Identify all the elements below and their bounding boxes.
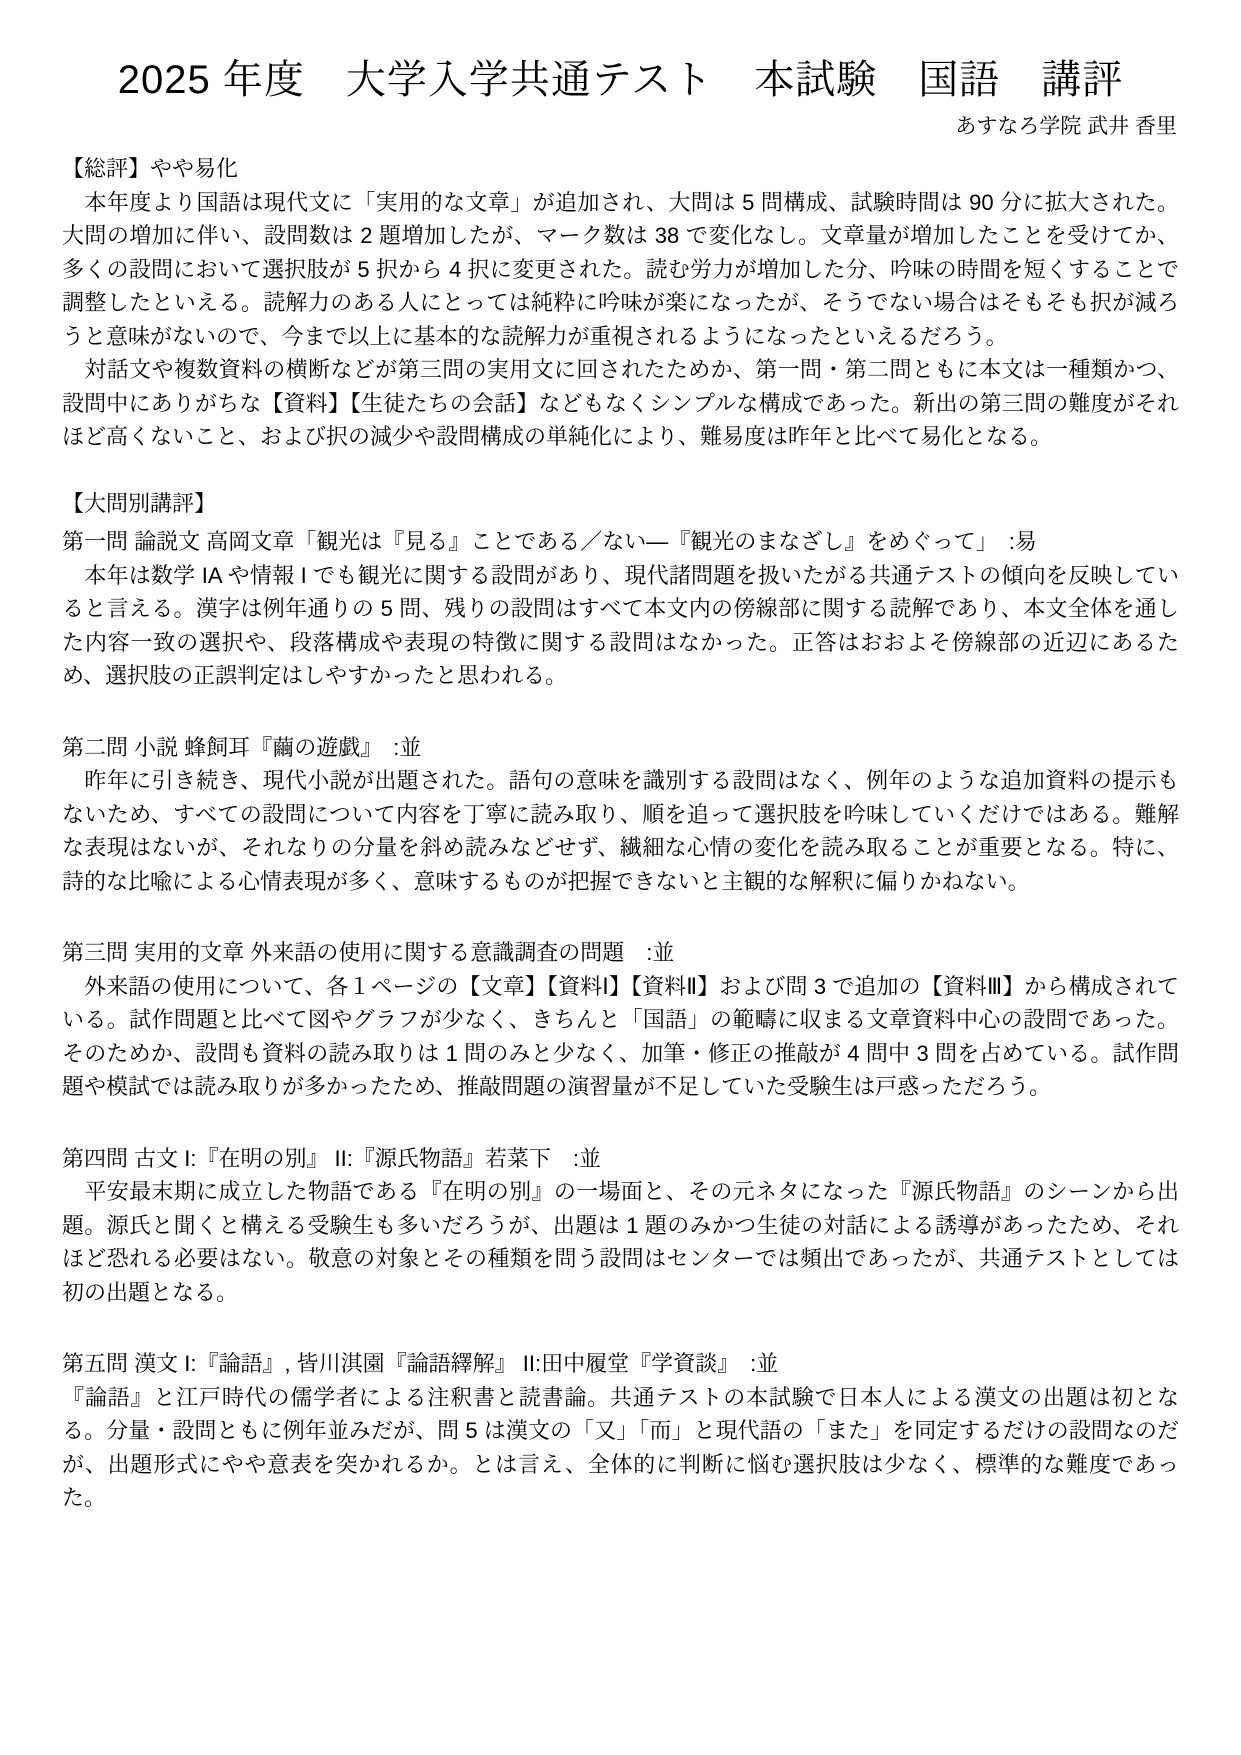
section-question-5 xyxy=(62,1347,1179,1515)
author-byline: あすなろ学院 武井 香里 xyxy=(955,115,1177,138)
section-question-3 xyxy=(62,936,1179,1104)
overall-review-heading: 【総評】やや易化 xyxy=(62,156,239,182)
section-question-4 xyxy=(62,1142,1179,1310)
section-heading: 第四問 古文 I:『在明の別』 II:『源氏物語』若菜下 :並 xyxy=(62,1145,602,1171)
overall-review-paragraph: 対話文や複数資料の横断などが第三問の実用文に回されたためか、第一問・第二問ともに本文は一種類かつ、設問中にありがちな【資料】【生徒たちの会話】などもなくシンプルな構成であった。新出の第三問の難度がそれほど高くないこと、および択の減少や設問構成の単純化により、難易度は昨年と比べて易化となる。 xyxy=(62,357,1179,450)
section-question-2 xyxy=(62,731,1179,899)
section-body: 外来語の使用について、各１ページの【文章】【資料Ⅰ】【資料Ⅱ】および問 3 で追加の【資料Ⅲ】から構成されている。試作問題と比べて図やグラフが少なく、きちんと「国語」の範疇に収まる文章資料中心の設問であった。そのためか、設問も資料の読み取りは 1 問のみと少なく、加筆・修正の推敲が 4 問中 3 問を占めている。試作問題や模試では読み取りが多かったため、推敲問題の演習量が不足していた受験生は戸惑っただろう。 xyxy=(62,973,1180,1100)
section-heading: 第三問 実用的文章 外来語の使用に関する意識調査の問題 :並 xyxy=(62,940,675,966)
section-heading: 第一問 論説文 高岡文章「観光は『見る』ことである／ない―『観光のまなざし』をめぐって」 :易 xyxy=(62,529,1037,555)
section-question-1 xyxy=(62,525,1179,693)
overall-review-section xyxy=(62,152,1179,454)
sections-heading: 【大問別講評】 xyxy=(62,490,217,516)
section-heading: 第五問 漢文 I:『論語』, 皆川淇園『論語繹解』 II:田中履堂『学資談』 :並 xyxy=(62,1351,779,1377)
page-title: 2025 年度 大学入学共通テスト 本試験 国語 講評 xyxy=(117,58,1124,102)
section-body: 平安最末期に成立した物語である『在明の別』の一場面と、その元ネタになった『源氏物語』のシーンから出題。源氏と聞くと構える受験生も多いだろうが、出題は 1 題のみかつ生徒の対話による誘導があったため、それほど恐れる必要はない。敬意の対象とその種類を問う設問はセンターでは頻出であったが、共通テストとしては初の出題となる。 xyxy=(62,1179,1179,1305)
section-body: 『論語』と江戸時代の儒学者による注釈書と読書論。共通テストの本試験で日本人による漢文の出題は初となる。分量・設問ともに例年並みだが、問 5 は漢文の「又」「而」と現代語の「また」を同定するだけの設問なのだが、出題形式にやや意表を突かれるか。とは言え、全体的に判断に悩む選択肢は少なく、標準的な難度であった。 xyxy=(62,1384,1179,1511)
overall-review-paragraph: 本年度より国語は現代文に「実用的な文章」が追加され、大問は 5 問構成、試験時間は 90 分に拡大された。大問の増加に伴い、設問数は 2 題増加したが、マーク数は 38 で変化なし。文章量が増加したことを受けてか、多くの設問において選択肢が 5 択から 4 択に変更された。読む労力が増加した分、吟味の時間を短くすることで調整したといえる。読解力のある人にとっては純粋に吟味が楽になったが、そうでない場合はそもそも択が減ろうと意味がないので、今まで以上に基本的な読解力が重視されるようになったといえるだろう。 xyxy=(62,189,1179,349)
section-body: 昨年に引き続き、現代小説が出題された。語句の意味を識別する設問はなく、例年のような追加資料の提示もないため、すべての設問について内容を丁寧に読み取り、順を追って選択肢を吟味していくだけではある。難解な表現はないが、それなりの分量を斜め読みなどせず、繊細な心情の変化を読み取ることが重要となる。特に、詩的な比喩による心情表現が多く、意味するものが把握できないと主観的な解釈に偏りかねない。 xyxy=(62,768,1179,894)
section-body: 本年は数学 IA や情報 I でも観光に関する設問があり、現代諸問題を扱いたがる共通テストの傾向を反映していると言える。漢字は例年通りの 5 問、残りの設問はすべて本文内の傍線部に関する読解であり、本文全体を通した内容一致の選択や、段落構成や表現の特徴に関する設問はなかった。正答はおおよそ傍線部の近辺にあるため、選択肢の正誤判定はしやすかったと思われる。 xyxy=(62,562,1179,689)
section-heading: 第二問 小説 蜂飼耳『繭の遊戯』 :並 xyxy=(62,734,422,760)
